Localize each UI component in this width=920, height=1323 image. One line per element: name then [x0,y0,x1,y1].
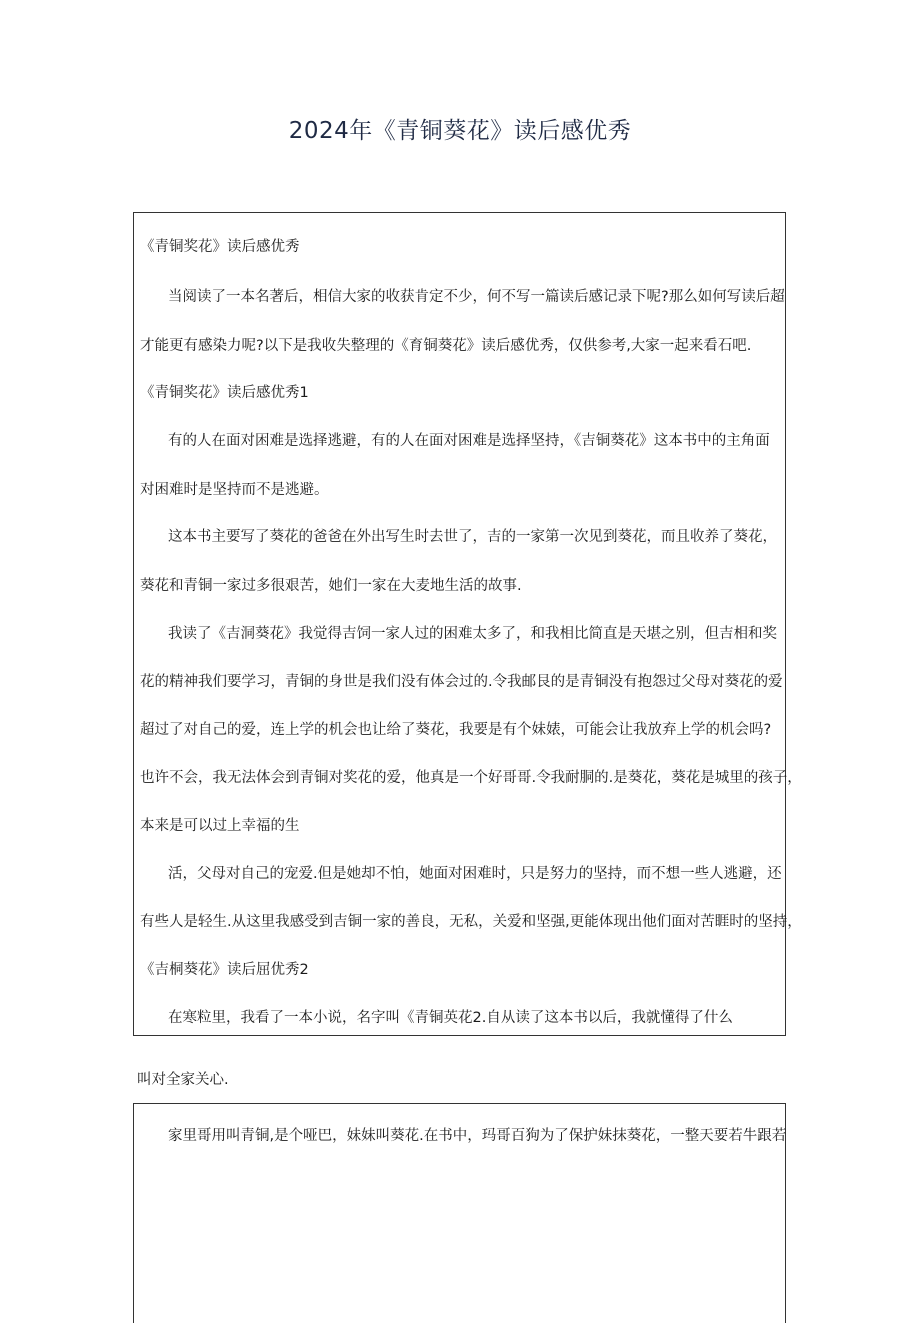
text-line: 活，父母对自己的宠爱.但是她却不怕，她面对困难时，只是努力的坚持，而不想一些人逃避，还 [168,866,782,882]
text-line: 超过了对自己的爱，连上学的机会也让给了葵花，我要是有个妹婊，可能会让我放弃上学的机会吗? [140,722,772,738]
text-line: 家里哥用叫青铜,是个哑巴，妹妹叫葵花.在书中，玛哥百狗为了保护妹抹葵花，一整天要若牛跟若 [168,1128,787,1144]
content-box [133,212,802,1036]
text-line: 在寒粒里，我看了一本小说，名字叫《青铜英花2.自从读了这本书以后，我就懂得了什么 [168,1010,733,1026]
text-line: 对困难时是坚持而不是逃避。 [140,482,329,498]
text-line: 葵花和青铜一家过多很艰苦，她们一家在大麦地生活的故事. [140,578,522,594]
text-line: 这本书主要写了葵花的爸爸在外出写生时去世了，吉的一家第一次见到葵花，而且收养了葵花， [168,529,777,545]
heading-line: 《青铜奖花》读后感优秀 [140,239,300,255]
text-line: 有的人在面对困难是选择逃避，有的人在面对困难是选择坚持，《吉铜葵花》这本书中的主角面 [168,433,770,449]
text-line: 才能更有感染力呢?以下是我收失整理的《育铜葵花》读后感优秀，仅供参考,大家一起来看石吧. [140,338,752,354]
content-box [133,1103,786,1323]
text-line: 花的精神我们要学习，青铜的身世是我们没有体会过的.令我邮艮的是青铜没有抱怨过父母对葵花的爱 [140,674,783,690]
text-line: 我读了《吉洞葵花》我觉得吉饲一家人过的困难太多了，和我相比简直是天堪之别，但吉相和奖 [168,626,777,642]
text-line: 有些人是轻生.从这里我感受到吉铜一家的善良，无私，关爱和坚强,更能体现出他们面对苦睚时的坚持， [140,914,802,930]
text-line: 也许不会，我无法体会到青铜对奖花的爱，他真是一个好哥哥.令我耐胴的.是葵花，葵花是城里的孩子， [140,770,802,786]
text-line: 叫对全家关心. [137,1072,229,1088]
text-line: 本来是可以过上幸福的生 [140,818,300,834]
heading-line: 《青铜奖花》读后感优秀1 [140,385,309,401]
heading-line: 《吉桐葵花》读后屈优秀2 [140,962,309,978]
page-title: 2024年《青铜葵花》读后感优秀 [288,118,632,144]
text-line: 当阅读了一本名著后，相信大家的收获肯定不少，何不写一篇读后感记录下呢?那么如何写读后超 [168,289,785,305]
